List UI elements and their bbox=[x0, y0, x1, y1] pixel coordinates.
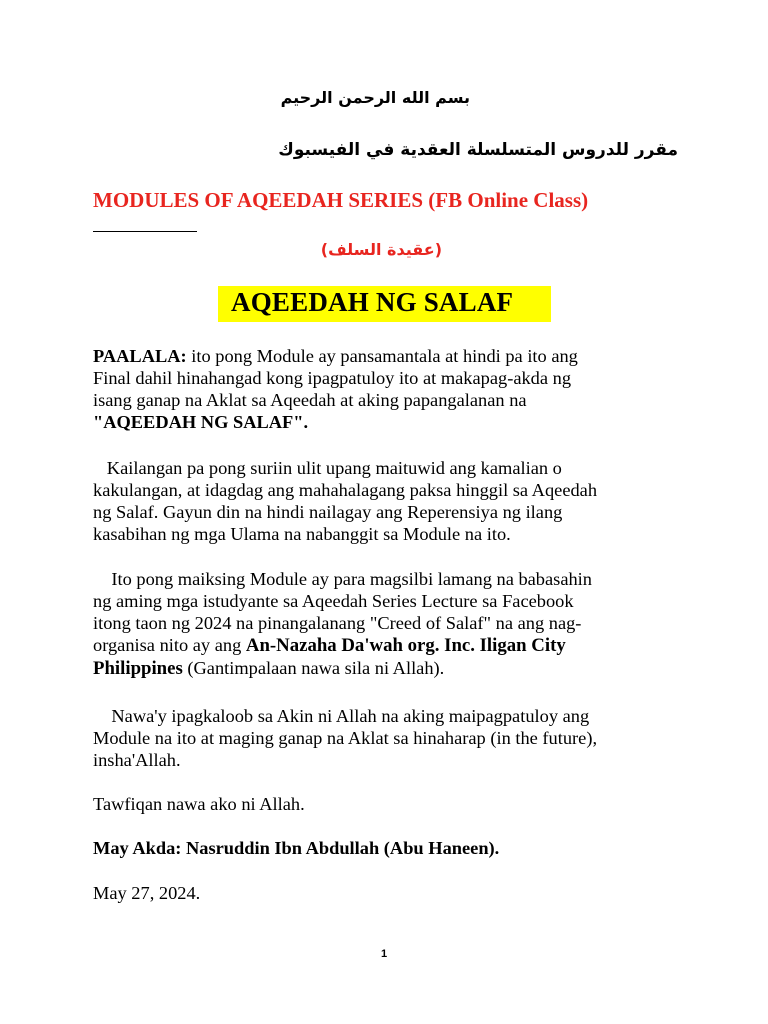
reminder-line-3: isang ganap na Aklat sa Aqeedah at aking papangalanan na bbox=[93, 390, 527, 410]
date-line: May 27, 2024. bbox=[93, 883, 201, 903]
book-title: "AQEEDAH NG SALAF". bbox=[93, 412, 309, 432]
purpose-line-4: organisa nito ay ang bbox=[93, 635, 246, 655]
prayer-line-2: Module na ito at maging ganap na Aklat sa hinaharap (in the future), bbox=[93, 728, 598, 748]
prayer-line-1: Nawa'y ipagkaloob sa Akin ni Allah na aking maipagpatuloy ang bbox=[93, 706, 590, 726]
review-line-2: kakulangan, at idagdag ang mahahalagang paksa hinggil sa Aqeedah bbox=[93, 480, 598, 500]
paragraph-tawfiq: Tawfiqan nawa ako ni Allah. bbox=[93, 794, 305, 814]
review-line-1: Kailangan pa pong suriin ulit upang maituwid ang kamalian o bbox=[93, 458, 562, 478]
purpose-line-2: ng aming mga istudyante sa Aqeedah Series Lecture sa Facebook bbox=[93, 591, 574, 611]
basmala-heading: بسم الله الرحمن الرحيم bbox=[280, 88, 470, 107]
review-line-4: kasabihan ng mga Ulama na nabanggit sa Module na ito. bbox=[93, 524, 511, 544]
paragraph-prayer bbox=[93, 705, 683, 771]
modules-title: MODULES OF AQEEDAH SERIES (FB Online Class) bbox=[93, 188, 589, 212]
organization-name: An-Nazaha Da'wah org. Inc. Iligan City bbox=[245, 635, 566, 656]
paragraph-purpose bbox=[93, 568, 683, 680]
reminder-label: PAALALA: bbox=[93, 346, 187, 366]
arabic-course-subtitle: مقرر للدروس المتسلسلة العقدية في الفيسبوك bbox=[278, 140, 678, 160]
paragraph-reminder bbox=[93, 345, 683, 433]
main-title: AQEEDAH NG SALAF bbox=[231, 287, 514, 317]
organization-country: Philippines bbox=[93, 658, 183, 679]
page-number: 1 bbox=[380, 948, 388, 960]
main-title-highlight bbox=[218, 286, 551, 322]
purpose-line-3: itong taon ng 2024 na pinangalanang "Creed of Salaf" na ang nag- bbox=[93, 613, 582, 633]
arabic-aqeedah-title: (عقيدة السلف) bbox=[320, 240, 442, 259]
underline-divider bbox=[93, 231, 197, 232]
prayer-line-3: insha'Allah. bbox=[93, 750, 181, 770]
author-line: May Akda: Nasruddin Ibn Abdullah (Abu Haneen). bbox=[93, 838, 500, 858]
paragraph-review bbox=[93, 457, 683, 545]
purpose-line-1: Ito pong maiksing Module ay para magsilbi lamang na babasahin bbox=[93, 569, 592, 589]
reminder-line-1: ito pong Module ay pansamantala at hindi pa ito ang bbox=[186, 346, 578, 366]
review-line-3: ng Salaf. Gayun din na hindi nailagay ang Reperensiya ng ilang bbox=[93, 502, 563, 522]
purpose-line-5: (Gantimpalaan nawa sila ni Allah). bbox=[182, 658, 445, 678]
reminder-line-2: Final dahil hinahangad kong ipagpatuloy ito at makapag-akda ng bbox=[93, 368, 572, 388]
